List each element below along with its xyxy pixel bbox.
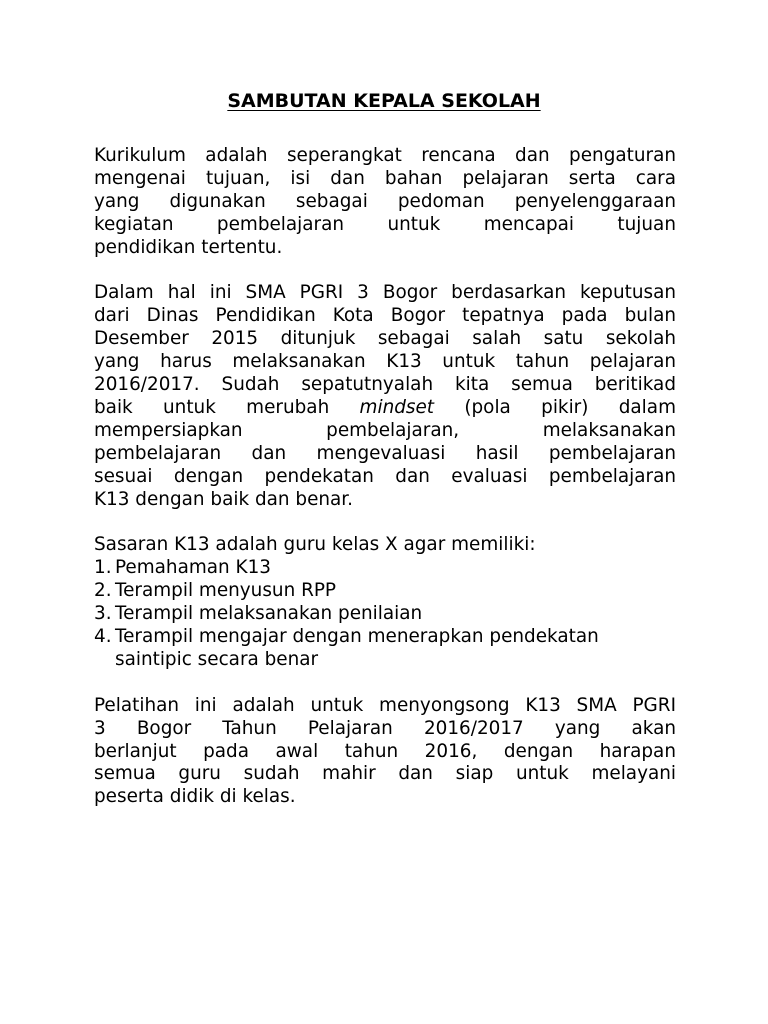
text-segment: (pola pikir) dalam xyxy=(434,396,676,418)
text-line: pendidikan tertentu. xyxy=(94,236,283,258)
list-number: 3. xyxy=(94,603,112,625)
list-item-text: Terampil mengajar dengan menerapkan pendekatan saintipic secara benar xyxy=(115,626,599,670)
list-item-text: Terampil menyusun RPP xyxy=(115,580,337,602)
document-title: SAMBUTAN KEPALA SEKOLAH xyxy=(227,90,541,112)
text-line: Pelatihan ini adalah untuk menyongsong K13 SMA PGRI xyxy=(94,694,676,716)
text-line: dari Dinas Pendidikan Kota Bogor tepatnya pada bulan xyxy=(94,305,676,327)
paragraph-pelatihan xyxy=(94,695,676,810)
text-line-mindset xyxy=(94,397,676,420)
list-number: 2. xyxy=(94,580,112,602)
list-item xyxy=(94,557,676,580)
text-segment: baik untuk merubah xyxy=(94,396,360,418)
text-line: sesuai dengan pendekatan dan evaluasi pembelajaran xyxy=(94,465,676,487)
list-item xyxy=(94,580,676,603)
list-item xyxy=(94,626,676,672)
text-line: peserta didik di kelas. xyxy=(94,786,296,808)
text-line: Kurikulum adalah seperangkat rencana dan pengaturan xyxy=(94,145,676,166)
document-body xyxy=(94,145,676,832)
text-line: kegiatan pembelajaran untuk mencapai tujuan xyxy=(94,213,676,235)
paragraph-sma-pgri xyxy=(94,282,676,511)
text-line: K13 dengan baik dan benar. xyxy=(94,488,354,510)
text-line: Dalam hal ini SMA PGRI 3 Bogor berdasarkan keputusan xyxy=(94,282,676,304)
list-intro: Sasaran K13 adalah guru kelas X agar memiliki: xyxy=(94,534,536,556)
list-number: 4. xyxy=(94,626,112,647)
text-line: 3 Bogor Tahun Pelajaran 2016/2017 yang akan xyxy=(94,717,676,739)
sasaran-list xyxy=(94,557,676,672)
text-line: berlanjut pada awal tahun 2016, dengan harapan xyxy=(94,740,676,762)
text-line: 2016/2017. Sudah sepatutnyalah kita semua beritikad xyxy=(94,374,676,396)
text-line: yang digunakan sebagai pedoman penyelenggaraan xyxy=(94,190,676,212)
list-item xyxy=(94,603,676,626)
list-item-text: Pemahaman K13 xyxy=(115,557,272,579)
mindset-emphasis: mindset xyxy=(359,396,435,418)
text-line: yang harus melaksanakan K13 untuk tahun pelajaran xyxy=(94,351,676,373)
text-line: pembelajaran dan mengevaluasi hasil pembelajaran xyxy=(94,442,676,464)
list-item-text: Terampil melaksanakan penilaian xyxy=(115,603,423,625)
text-line: mengenai tujuan, isi dan bahan pelajaran serta cara xyxy=(94,167,676,189)
list-number: 1. xyxy=(94,557,112,579)
text-line: mempersiapkan pembelajaran, melaksanakan xyxy=(94,419,676,441)
text-line: semua guru sudah mahir dan siap untuk melayani xyxy=(94,763,676,785)
paragraph-kurikulum xyxy=(94,145,676,260)
text-line: Desember 2015 ditunjuk sebagai salah satu sekolah xyxy=(94,328,676,350)
